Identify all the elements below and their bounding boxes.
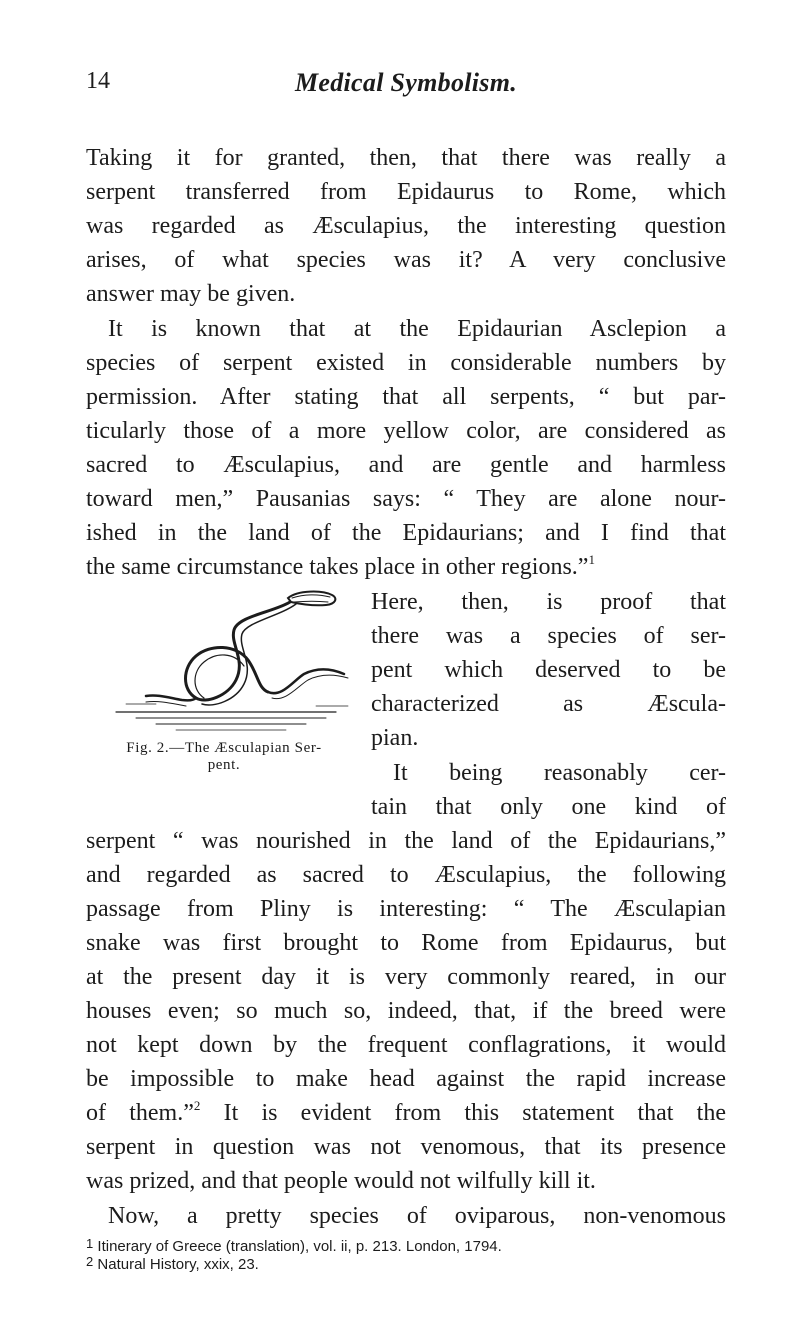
caption-line: Fig. 2.—The Æsculapian Ser- [126, 740, 322, 756]
serpent-figure [86, 582, 362, 773]
footnote-marker: 2 [193, 1098, 201, 1113]
text-line: was regarded as Æsculapius, the interesting question [86, 213, 726, 239]
footnote [86, 1256, 259, 1273]
running-title: Medical Symbolism. [294, 68, 518, 97]
text-line: characterized as Æscula- [371, 691, 726, 717]
text-line: answer may be given. [86, 281, 296, 307]
text-line: sacred to Æsculapius, and are gentle and harmless [86, 452, 726, 478]
text-line: pent which deserved to be [371, 657, 726, 683]
text-line: Now, a pretty species of oviparous, non-venomous [108, 1203, 726, 1229]
text-line: It is evident from this statement that the [223, 1100, 726, 1126]
page-number: 14 [86, 68, 110, 94]
text-line: snake was first brought to Rome from Epidaurus, but [86, 930, 726, 956]
text-line: serpent “ was nourished in the land of the Epidaurians,” [86, 828, 726, 854]
caption-line: pent. [207, 757, 241, 773]
text-line: at the present day it is very commonly reared, in our [86, 964, 726, 990]
text-line: toward men,” Pausanias says: “ They are alone nour- [86, 486, 726, 512]
text-line: not kept down by the frequent conflagrations, it would [86, 1032, 726, 1058]
text-line: species of serpent existed in considerable numbers by [86, 350, 726, 376]
text-line-with-note [86, 1098, 726, 1126]
text-line: tain that only one kind of [371, 794, 726, 820]
text-line: ished in the land of the Epidaurians; and I find that [86, 520, 726, 546]
page-header [86, 68, 726, 108]
footnote-marker: 1 [588, 552, 595, 567]
text-line: ticularly those of a more yellow color, are considered as [86, 418, 726, 444]
footnote-text: Itinerary of Greece (translation), vol. ii, p. 213. London, 1794. [97, 1238, 502, 1255]
text-line: serpent in question was not venomous, that its presence [86, 1134, 726, 1160]
footnote-marker: 2 [86, 1254, 94, 1269]
text-line: serpent transferred from Epidaurus to Rome, which [86, 179, 726, 205]
aesculapian-serpent-illustration [86, 582, 362, 732]
text-line: the same circumstance takes place in other regions.” [86, 554, 589, 580]
text-line: It being reasonably cer- [393, 760, 726, 786]
text-line: arises, of what species was it? A very conclusive [86, 247, 726, 273]
text-line: and regarded as sacred to Æsculapius, the following [86, 862, 726, 888]
text-line: Taking it for granted, then, that there was really a [86, 145, 726, 171]
text-line: passage from Pliny is interesting: “ The Æsculapian [86, 896, 726, 922]
figure-caption [86, 740, 362, 774]
text-line: pian. [371, 725, 419, 751]
text-line: It is known that at the Epidaurian Asclepion a [108, 316, 726, 342]
text-line: Here, then, is proof that [371, 589, 726, 615]
text-line: was prized, and that people would not wilfully kill it. [86, 1168, 596, 1194]
text-line: permission. After stating that all serpents, “ but par- [86, 384, 726, 410]
text-line: be impossible to make head against the rapid increase [86, 1066, 726, 1092]
text-line: houses even; so much so, indeed, that, if the breed were [86, 998, 726, 1024]
footnote [86, 1238, 502, 1255]
footnote-marker: 1 [86, 1236, 94, 1251]
footnote-text: Natural History, xxix, 23. [97, 1256, 259, 1273]
text-line-with-note [86, 552, 726, 580]
text-line: of them.” [86, 1100, 194, 1126]
text-line: there was a species of ser- [371, 623, 726, 649]
